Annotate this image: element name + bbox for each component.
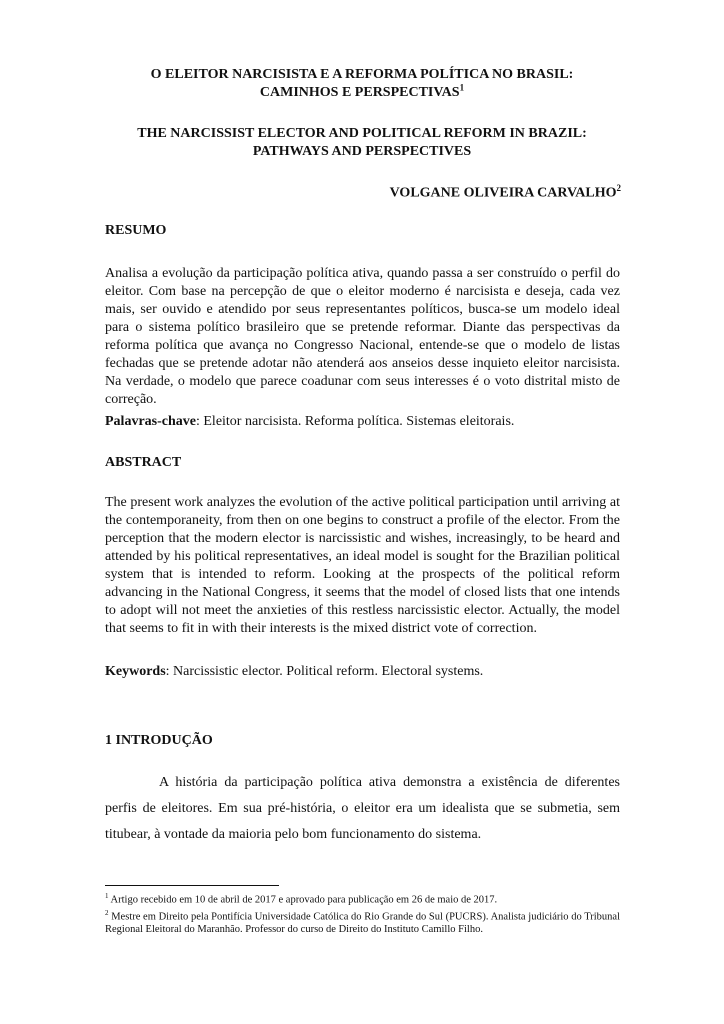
abstract-heading: ABSTRACT [105, 455, 182, 470]
abstract-text: The present work analyzes the evolution of the active political participation until arriving at the contemporaneity, from then on one begins to construct a profile of the elector. From the perception that the modern elector is narcissistic and wishes, increasingly, to be heard and attended by his political representatives, an ideal model is sought for the Brazilian political system that is intended to reform. Looking at the prospects of the political reform advancing in the National Congress, it seems that the model of closed lists that one intends to adopt will not meet the anxieties of this restless narcissistic elector. Actually, the model that seems to fit in with their interests is the mixed district vote of correction. [105, 495, 620, 636]
footnote-1-text: Artigo recebido em 10 de abril de 2017 e aprovado para publicação em 26 de maio de 2017. [108, 894, 498, 906]
footnote-1-number: 1 [105, 892, 109, 900]
resumo-text: Analisa a evolução da participação política ativa, quando passa a ser construído o perfil do eleitor. Com base na percepção de que o eleitor moderno é narcisista e deseja, cada vez mais, ser ouvido e atendido por seus representantes políticos, busca-se um modelo ideal para o sistema político brasileiro que se pretende reformar. Diante das perspectivas da reforma política que avança no Congresso Nacional, entende-se que o modelo de listas fechadas que se pretende adotar não atenderá aos anseios desse inquieto eleitor narcisista. Na verdade, o modelo que parece coadunar com seus interesses é o voto distrital misto de correção. [105, 266, 620, 407]
footnote-separator [105, 885, 279, 886]
keywords-pt-text: : Eleitor narcisista. Reforma política. Sistemas eleitorais. [195, 414, 515, 429]
keywords-en-text: : Narcissistic elector. Political reform. Electoral systems. [165, 664, 484, 679]
resumo-heading: RESUMO [105, 223, 167, 238]
keywords-english [105, 663, 620, 681]
footnote-2-number: 2 [105, 908, 109, 917]
footnote-ref-1: 1 [459, 82, 465, 93]
keywords-pt-label: Palavras-chave [105, 414, 196, 429]
title-en-line2: PATHWAYS AND PERSPECTIVES [252, 144, 472, 159]
author-line [390, 183, 621, 202]
footnotes [105, 890, 620, 936]
keywords-en-label: Keywords [105, 664, 166, 679]
title-pt-line2: CAMINHOS E PERSPECTIVAS [259, 85, 460, 100]
footnote-2-text: Mestre em Direito pela Pontifícia Universidade Católica do Rio Grande do Sul (PUCRS). Analista judiciário do Tribunal Regional Eleitoral do Maranhão. Professor do curso de Direito do Instituto Camillo Filho. [105, 911, 620, 935]
introduction-heading: 1 INTRODUÇÃO [105, 733, 213, 748]
title-english [0, 125, 724, 161]
title-portuguese [0, 66, 724, 102]
footnote-ref-2: 2 [616, 183, 621, 193]
footnote-1 [105, 890, 620, 907]
introduction-text: A história da participação política ativa demonstra a existência de diferentes perfis de eleitores. Em sua pré-história, o eleitor era um idealista que se submetia, sem titubear, à vontade da maioria pelo bom funcionamento do sistema. [105, 775, 620, 842]
title-en-line1: THE NARCISSIST ELECTOR AND POLITICAL REFORM IN BRAZIL: [137, 126, 587, 141]
keywords-portuguese [105, 413, 620, 431]
author-name: VOLGANE OLIVEIRA CARVALHO [389, 185, 617, 201]
title-pt-line1: O ELEITOR NARCISISTA E A REFORMA POLÍTICA NO BRASIL: [150, 67, 574, 82]
footnote-2 [105, 907, 620, 937]
